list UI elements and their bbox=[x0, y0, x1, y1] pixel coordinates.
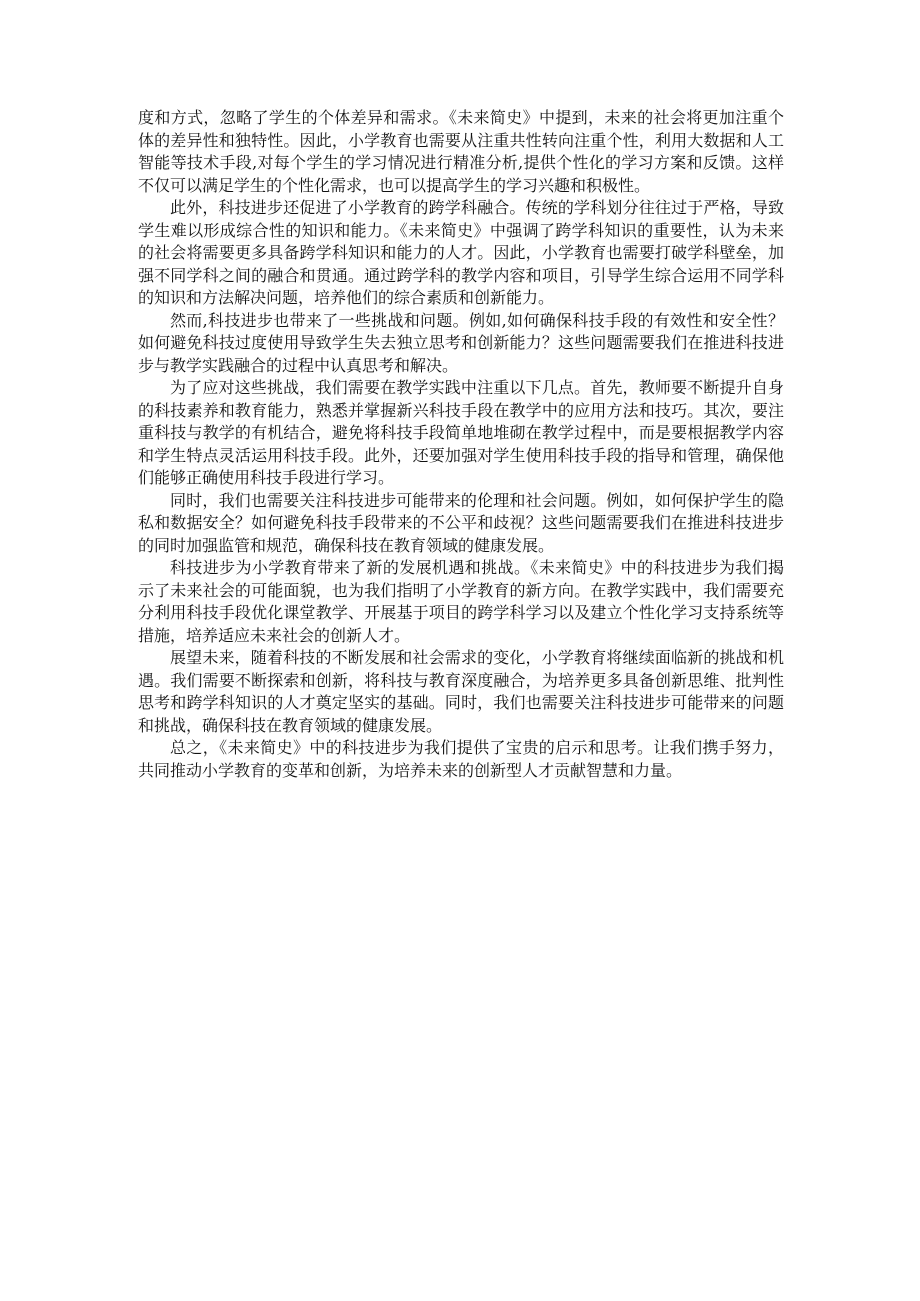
paragraph-8: 总之，《未来简史》中的科技进步为我们提供了宝贵的启示和思考。让我们携手努力，共同推动小学教育的变革和创新，为培养未来的创新型人才贡献智慧和力量。 bbox=[138, 738, 784, 780]
paragraph-7: 展望未来，随着科技的不断发展和社会需求的变化，小学教育将继续面临新的挑战和机遇。我们需要不断探索和创新，将科技与教育深度融合，为培养更多具备创新思维、批判性思考和跨学科知识的人才奠定坚实的基础。同时，我们也需要关注科技进步可能带来的问题和挑战，确保科技在教育领域的健康发展。 bbox=[138, 648, 784, 735]
paragraph-2: 此外，科技进步还促进了小学教育的跨学科融合。传统的学科划分往往过于严格，导致学生难以形成综合性的知识和能力。《未来简史》中强调了跨学科知识的重要性，认为未来的社会将需要更多具备跨学科知识和能力的人才。因此，小学教育也需要打破学科壁垒，加强不同学科之间的融合和贯通。通过跨学科的教学内容和项目，引导学生综合运用不同学科的知识和方法解决问题，培养他们的综合素质和创新能力。 bbox=[138, 198, 784, 307]
paragraph-1: 度和方式，忽略了学生的个体差异和需求。《未来简史》中提到，未来的社会将更加注重个体的差异性和独特性。因此，小学教育也需要从注重共性转向注重个性，利用大数据和人工智能等技术手段,对每个学生的学习情况进行精准分析,提供个性化的学习方案和反馈。这样不仅可以满足学生的个性化需求，也可以提高学生的学习兴趣和积极性。 bbox=[138, 108, 784, 195]
document-body bbox=[138, 107, 784, 782]
paragraph-6: 科技进步为小学教育带来了新的发展机遇和挑战。《未来简史》中的科技进步为我们揭示了未来社会的可能面貌，也为我们指明了小学教育的新方向。在教学实践中，我们需要充分利用科技手段优化课堂教学、开展基于项目的跨学科学习以及建立个性化学习支持系统等措施，培养适应未来社会的创新人才。 bbox=[138, 558, 784, 645]
paragraph-3: 然而,科技进步也带来了一些挑战和问题。例如,如何确保科技手段的有效性和安全性？如何避免科技过度使用导致学生失去独立思考和创新能力？这些问题需要我们在推进科技进步与教学实践融合的过程中认真思考和解决。 bbox=[138, 310, 784, 375]
paragraph-5: 同时，我们也需要关注科技进步可能带来的伦理和社会问题。例如，如何保护学生的隐私和数据安全？如何避免科技手段带来的不公平和歧视？这些问题需要我们在推进科技进步的同时加强监管和规范，确保科技在教育领域的健康发展。 bbox=[138, 490, 784, 555]
paragraph-4: 为了应对这些挑战，我们需要在教学实践中注重以下几点。首先，教师要不断提升自身的科技素养和教育能力，熟悉并掌握新兴科技手段在教学中的应用方法和技巧。其次，要注重科技与教学的有机结合，避免将科技手段简单地堆砌在教学过程中，而是要根据教学内容和学生特点灵活运用科技手段。此外，还要加强对学生使用科技手段的指导和管理，确保他们能够正确使用科技手段进行学习。 bbox=[138, 378, 784, 487]
